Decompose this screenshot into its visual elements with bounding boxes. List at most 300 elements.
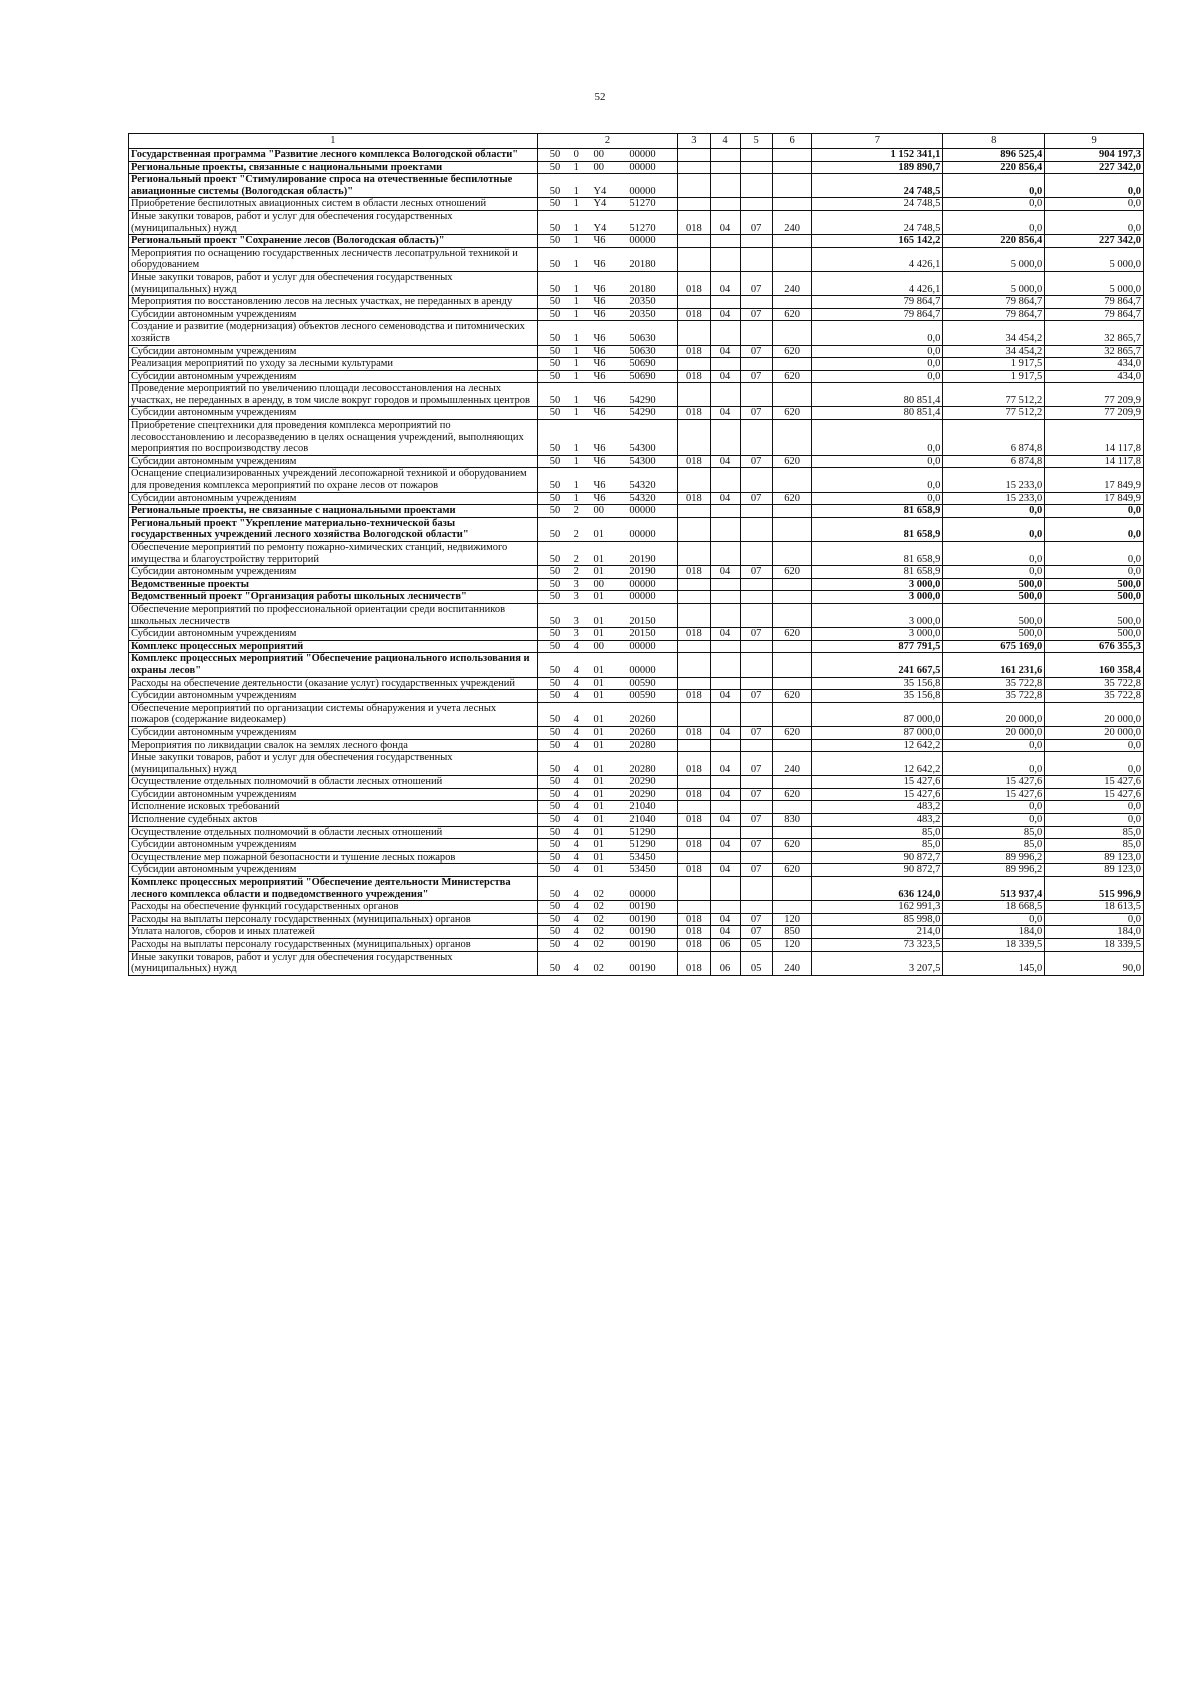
row-name: Приобретение спецтехники для проведения комплекса мероприятий по лесовосстановлению и лесоразведению в целях оснащения учреждений, выполняющих мероприятия по воспроизводству лесов — [129, 420, 538, 456]
table-row — [129, 308, 1144, 321]
code-group — [540, 690, 676, 702]
row-col-5: 07 — [740, 814, 772, 827]
code-part: 50690 — [629, 370, 656, 382]
row-codes — [537, 877, 678, 901]
row-value-7: 81 658,9 — [812, 566, 943, 579]
row-codes — [537, 801, 678, 814]
table-body — [129, 149, 1144, 976]
code-part: 20290 — [629, 776, 656, 788]
table-row — [129, 517, 1144, 541]
code-part: 21040 — [629, 801, 656, 813]
row-codes — [537, 149, 678, 162]
code-part: 50 — [549, 801, 561, 813]
code-part: Ч6 — [593, 296, 606, 308]
code-part: 20260 — [629, 714, 656, 726]
code-part: 1 — [573, 358, 579, 370]
row-col-5 — [740, 702, 772, 726]
row-col-3 — [678, 901, 710, 914]
row-col-5: 07 — [740, 492, 772, 505]
row-value-9: 79 864,7 — [1045, 308, 1144, 321]
row-value-9: 32 865,7 — [1045, 345, 1144, 358]
row-name: Обеспечение мероприятий по организации системы обнаружения и учета лесных пожаров (содержание видеокамер) — [129, 702, 538, 726]
row-col-5: 07 — [740, 345, 772, 358]
row-value-8: 184,0 — [943, 926, 1045, 939]
code-group — [540, 914, 676, 926]
row-value-8: 0,0 — [943, 913, 1045, 926]
code-part: 1 — [573, 198, 579, 210]
row-col-3 — [678, 826, 710, 839]
row-col-6 — [772, 653, 812, 677]
code-part: 50 — [549, 714, 561, 726]
code-part: Y4 — [593, 185, 607, 197]
row-value-7: 80 851,4 — [812, 407, 943, 420]
row-col-3: 018 — [678, 370, 710, 383]
row-col-5 — [740, 235, 772, 248]
row-col-6 — [772, 383, 812, 407]
row-col-5 — [740, 505, 772, 518]
row-value-8: 0,0 — [943, 517, 1045, 541]
code-part: 1 — [573, 443, 579, 455]
table-row — [129, 653, 1144, 677]
code-part: 1 — [573, 283, 579, 295]
code-part: 50 — [549, 332, 561, 344]
code-part: 4 — [573, 926, 579, 938]
code-part: 50 — [549, 739, 561, 751]
row-col-3: 018 — [678, 566, 710, 579]
row-value-7: 85,0 — [812, 826, 943, 839]
row-codes — [537, 420, 678, 456]
row-name: Расходы на выплаты персоналу государственных (муниципальных) органов — [129, 913, 538, 926]
row-col-3 — [678, 702, 710, 726]
row-value-9: 500,0 — [1045, 578, 1144, 591]
row-col-3 — [678, 149, 710, 162]
row-name: Субсидии автономным учреждениям — [129, 345, 538, 358]
row-col-4 — [710, 776, 740, 789]
row-col-3 — [678, 358, 710, 371]
row-col-5: 07 — [740, 370, 772, 383]
code-part: 02 — [593, 888, 604, 900]
code-part: 20290 — [629, 788, 656, 800]
row-col-3 — [678, 640, 710, 653]
table-row — [129, 161, 1144, 174]
row-value-7: 15 427,6 — [812, 788, 943, 801]
row-value-7: 12 642,2 — [812, 752, 943, 776]
code-part: 1 — [573, 296, 579, 308]
row-value-9: 515 996,9 — [1045, 877, 1144, 901]
row-col-4 — [710, 468, 740, 492]
row-codes — [537, 726, 678, 739]
row-codes — [537, 247, 678, 271]
table-row — [129, 455, 1144, 468]
code-group — [540, 814, 676, 826]
code-part: 20150 — [629, 615, 656, 627]
row-col-5: 07 — [740, 210, 772, 234]
code-part: 00000 — [629, 591, 656, 603]
row-value-8: 20 000,0 — [943, 702, 1045, 726]
code-part: Ч6 — [593, 443, 606, 455]
row-codes — [537, 235, 678, 248]
row-col-6 — [772, 235, 812, 248]
table-row — [129, 578, 1144, 591]
row-col-4 — [710, 517, 740, 541]
row-value-8: 0,0 — [943, 174, 1045, 198]
row-value-9: 227 342,0 — [1045, 235, 1144, 248]
table-row — [129, 296, 1144, 309]
row-value-7: 35 156,8 — [812, 677, 943, 690]
header-col-1: 1 — [129, 134, 538, 149]
row-col-3: 018 — [678, 407, 710, 420]
row-codes — [537, 788, 678, 801]
row-col-3 — [678, 851, 710, 864]
row-name: Субсидии автономным учреждениям — [129, 788, 538, 801]
row-col-5 — [740, 161, 772, 174]
code-part: 50 — [549, 296, 561, 308]
row-col-3: 018 — [678, 926, 710, 939]
row-codes — [537, 939, 678, 952]
row-value-7: 90 872,7 — [812, 851, 943, 864]
row-value-8: 500,0 — [943, 603, 1045, 627]
row-value-7: 79 864,7 — [812, 296, 943, 309]
code-part: 54290 — [629, 394, 656, 406]
row-value-8: 0,0 — [943, 542, 1045, 566]
row-col-6 — [772, 826, 812, 839]
row-value-9: 0,0 — [1045, 198, 1144, 211]
row-value-7: 483,2 — [812, 814, 943, 827]
row-value-9: 0,0 — [1045, 210, 1144, 234]
code-part: 51270 — [629, 222, 656, 234]
row-value-9: 89 123,0 — [1045, 864, 1144, 877]
row-value-8: 0,0 — [943, 801, 1045, 814]
row-value-8: 79 864,7 — [943, 296, 1045, 309]
code-part: 01 — [593, 553, 604, 565]
row-value-9: 676 355,3 — [1045, 640, 1144, 653]
row-value-9: 79 864,7 — [1045, 296, 1144, 309]
row-col-3 — [678, 161, 710, 174]
code-part: 50 — [549, 615, 561, 627]
row-name: Мероприятия по оснащению государственных лесничеств лесопатрульной техникой и оборудованием — [129, 247, 538, 271]
row-col-6 — [772, 801, 812, 814]
row-col-6: 620 — [772, 690, 812, 703]
row-name: Мероприятия по восстановлению лесов на лесных участках, не переданных в аренду — [129, 296, 538, 309]
code-group — [540, 839, 676, 851]
table-row — [129, 247, 1144, 271]
row-col-3 — [678, 677, 710, 690]
row-col-4 — [710, 603, 740, 627]
row-col-3 — [678, 578, 710, 591]
table-row — [129, 901, 1144, 914]
row-col-5: 07 — [740, 271, 772, 295]
row-value-8: 675 169,0 — [943, 640, 1045, 653]
page-number: 52 — [594, 91, 606, 103]
row-col-3 — [678, 296, 710, 309]
code-part: 4 — [573, 963, 579, 975]
row-name: Государственная программа "Развитие лесного комплекса Вологодской области" — [129, 149, 538, 162]
row-name: Приобретение беспилотных авиационных систем в области лесных отношений — [129, 198, 538, 211]
code-part: 51290 — [629, 826, 656, 838]
row-value-7: 0,0 — [812, 468, 943, 492]
row-col-4 — [710, 640, 740, 653]
row-value-7: 636 124,0 — [812, 877, 943, 901]
row-col-5 — [740, 198, 772, 211]
code-part: 00190 — [629, 939, 656, 950]
code-group — [540, 443, 676, 455]
row-value-8: 35 722,8 — [943, 677, 1045, 690]
row-value-9: 18 613,5 — [1045, 901, 1144, 914]
code-part: 20180 — [629, 283, 656, 295]
row-col-6: 620 — [772, 566, 812, 579]
row-value-8: 0,0 — [943, 739, 1045, 752]
row-value-7: 4 426,1 — [812, 271, 943, 295]
code-part: 20350 — [629, 296, 656, 308]
row-name: Иные закупки товаров, работ и услуг для обеспечения государственных (муниципальных) нужд — [129, 951, 538, 975]
row-name: Мероприятия по ликвидации свалок на землях лесного фонда — [129, 739, 538, 752]
code-part: 50 — [549, 690, 561, 702]
row-name: Расходы на выплаты персоналу государственных (муниципальных) органов — [129, 939, 538, 952]
row-codes — [537, 358, 678, 371]
code-group — [540, 864, 676, 876]
code-part: 54300 — [629, 443, 656, 455]
row-name: Осуществление отдельных полномочий в области лесных отношений — [129, 776, 538, 789]
row-col-6: 120 — [772, 939, 812, 952]
row-codes — [537, 776, 678, 789]
row-col-5 — [740, 851, 772, 864]
code-group — [540, 852, 676, 864]
row-col-4: 04 — [710, 726, 740, 739]
code-group — [540, 456, 676, 468]
code-part: 50 — [549, 788, 561, 800]
row-value-9: 5 000,0 — [1045, 271, 1144, 295]
code-part: 2 — [573, 553, 579, 565]
row-codes — [537, 296, 678, 309]
row-value-7: 0,0 — [812, 345, 943, 358]
row-col-6 — [772, 420, 812, 456]
code-part: 00000 — [629, 505, 656, 517]
row-col-6 — [772, 321, 812, 345]
row-col-4 — [710, 801, 740, 814]
code-part: Ч6 — [593, 235, 606, 247]
code-group — [540, 764, 676, 776]
code-group — [540, 641, 676, 653]
row-value-9: 0,0 — [1045, 542, 1144, 566]
code-part: 01 — [593, 776, 604, 788]
code-group — [540, 309, 676, 321]
row-col-4 — [710, 739, 740, 752]
table-row — [129, 149, 1144, 162]
row-col-3 — [678, 420, 710, 456]
code-part: 01 — [593, 763, 604, 775]
row-value-8: 15 427,6 — [943, 776, 1045, 789]
row-col-6 — [772, 542, 812, 566]
row-col-5 — [740, 149, 772, 162]
code-part: 20280 — [629, 763, 656, 775]
row-value-8: 220 856,4 — [943, 161, 1045, 174]
code-group — [540, 963, 676, 975]
header-col-9: 9 — [1045, 134, 1144, 149]
table-row — [129, 174, 1144, 198]
table-row — [129, 370, 1144, 383]
row-col-6: 620 — [772, 407, 812, 420]
row-value-9: 20 000,0 — [1045, 702, 1144, 726]
row-col-5: 07 — [740, 788, 772, 801]
row-value-8: 85,0 — [943, 839, 1045, 852]
code-part: 50 — [549, 726, 561, 738]
code-group — [540, 296, 676, 308]
code-part: 00 — [593, 161, 604, 173]
row-name: Расходы на обеспечение деятельности (оказание услуг) государственных учреждений — [129, 677, 538, 690]
row-codes — [537, 752, 678, 776]
code-group — [540, 579, 676, 591]
row-value-8: 89 996,2 — [943, 851, 1045, 864]
row-col-3: 018 — [678, 939, 710, 952]
row-value-9: 0,0 — [1045, 566, 1144, 579]
row-col-5 — [740, 542, 772, 566]
row-codes — [537, 739, 678, 752]
code-part: 1 — [573, 480, 579, 492]
code-group — [540, 395, 676, 407]
code-part: 50 — [549, 640, 561, 652]
row-value-8: 0,0 — [943, 198, 1045, 211]
row-col-5: 07 — [740, 407, 772, 420]
row-col-3: 018 — [678, 492, 710, 505]
code-part: 50 — [549, 664, 561, 676]
code-part: 00000 — [629, 149, 656, 160]
row-col-6: 620 — [772, 308, 812, 321]
code-part: 53450 — [629, 851, 656, 863]
row-value-9: 904 197,3 — [1045, 149, 1144, 162]
row-value-9: 14 117,8 — [1045, 455, 1144, 468]
code-part: Ч6 — [593, 358, 606, 370]
code-part: 50 — [549, 235, 561, 247]
code-part: 02 — [593, 901, 604, 913]
row-col-4 — [710, 702, 740, 726]
code-part: 20150 — [629, 628, 656, 640]
row-codes — [537, 591, 678, 604]
row-value-7: 0,0 — [812, 492, 943, 505]
table-row — [129, 826, 1144, 839]
code-group — [540, 566, 676, 578]
code-part: 1 — [573, 370, 579, 382]
code-part: 01 — [593, 566, 604, 578]
table-row — [129, 420, 1144, 456]
row-col-6 — [772, 739, 812, 752]
code-part: 51290 — [629, 839, 656, 851]
code-part: 01 — [593, 788, 604, 800]
row-col-6: 240 — [772, 752, 812, 776]
code-part: 4 — [573, 690, 579, 702]
row-value-7: 3 207,5 — [812, 951, 943, 975]
row-name: Иные закупки товаров, работ и услуг для обеспечения государственных (муниципальных) нужд — [129, 271, 538, 295]
code-part: 50 — [549, 901, 561, 913]
code-group — [540, 789, 676, 801]
row-col-4 — [710, 420, 740, 456]
row-name: Региональный проект "Укрепление материально-технической базы государственных учреждений лесного хозяйства Вологодской области" — [129, 517, 538, 541]
code-part: 4 — [573, 714, 579, 726]
row-value-8: 6 874,8 — [943, 455, 1045, 468]
row-value-7: 0,0 — [812, 370, 943, 383]
code-part: Ч6 — [593, 407, 606, 419]
row-col-6 — [772, 851, 812, 864]
row-codes — [537, 161, 678, 174]
row-name: Проведение мероприятий по увеличению площади лесовосстановления на лесных участках, не переданных в аренду, в том числе вокруг городов и промышленных центров — [129, 383, 538, 407]
row-col-5 — [740, 420, 772, 456]
row-col-6: 120 — [772, 913, 812, 926]
code-part: 50 — [549, 283, 561, 295]
table-row — [129, 591, 1144, 604]
row-value-8: 34 454,2 — [943, 321, 1045, 345]
row-value-9: 227 342,0 — [1045, 161, 1144, 174]
row-col-3: 018 — [678, 913, 710, 926]
code-group — [540, 529, 676, 541]
row-col-4: 04 — [710, 210, 740, 234]
row-codes — [537, 926, 678, 939]
code-part: 00000 — [629, 578, 656, 590]
row-col-4: 04 — [710, 407, 740, 420]
row-value-8: 0,0 — [943, 505, 1045, 518]
row-value-8: 18 339,5 — [943, 939, 1045, 952]
code-group — [540, 505, 676, 517]
code-part: 00000 — [629, 888, 656, 900]
table-row — [129, 839, 1144, 852]
row-value-9: 85,0 — [1045, 826, 1144, 839]
table-row — [129, 776, 1144, 789]
table-row — [129, 702, 1144, 726]
row-col-3 — [678, 776, 710, 789]
code-group — [540, 901, 676, 913]
code-part: 01 — [593, 690, 604, 702]
code-part: 21040 — [629, 814, 656, 826]
row-name: Субсидии автономным учреждениям — [129, 566, 538, 579]
code-part: 00190 — [629, 913, 656, 925]
row-value-7: 877 791,5 — [812, 640, 943, 653]
row-col-4 — [710, 505, 740, 518]
row-col-4 — [710, 653, 740, 677]
code-part: 50 — [549, 480, 561, 492]
row-col-4: 04 — [710, 308, 740, 321]
code-part: 20260 — [629, 726, 656, 738]
row-codes — [537, 702, 678, 726]
row-name: Субсидии автономным учреждениям — [129, 726, 538, 739]
code-part: 20190 — [629, 553, 656, 565]
row-col-5: 07 — [740, 455, 772, 468]
row-name: Субсидии автономным учреждениям — [129, 492, 538, 505]
row-col-5 — [740, 877, 772, 901]
budget-table — [128, 133, 1144, 976]
row-value-7: 1 152 341,1 — [812, 149, 943, 162]
code-part: 2 — [573, 529, 579, 541]
row-codes — [537, 308, 678, 321]
row-col-5: 07 — [740, 926, 772, 939]
code-part: 1 — [573, 222, 579, 234]
row-col-5 — [740, 383, 772, 407]
row-value-8: 85,0 — [943, 826, 1045, 839]
row-name: Иные закупки товаров, работ и услуг для обеспечения государственных (муниципальных) нужд — [129, 752, 538, 776]
row-value-9: 500,0 — [1045, 603, 1144, 627]
row-col-5: 05 — [740, 951, 772, 975]
header-col-7: 7 — [812, 134, 943, 149]
row-col-3: 018 — [678, 839, 710, 852]
row-col-3 — [678, 542, 710, 566]
row-col-3: 018 — [678, 690, 710, 703]
row-value-7: 3 000,0 — [812, 628, 943, 641]
table-row — [129, 383, 1144, 407]
code-part: 50 — [549, 864, 561, 876]
row-col-6: 620 — [772, 455, 812, 468]
row-col-6: 620 — [772, 839, 812, 852]
code-part: 2 — [573, 566, 579, 578]
row-value-7: 162 991,3 — [812, 901, 943, 914]
code-part: 50 — [549, 591, 561, 603]
code-part: 01 — [593, 529, 604, 541]
